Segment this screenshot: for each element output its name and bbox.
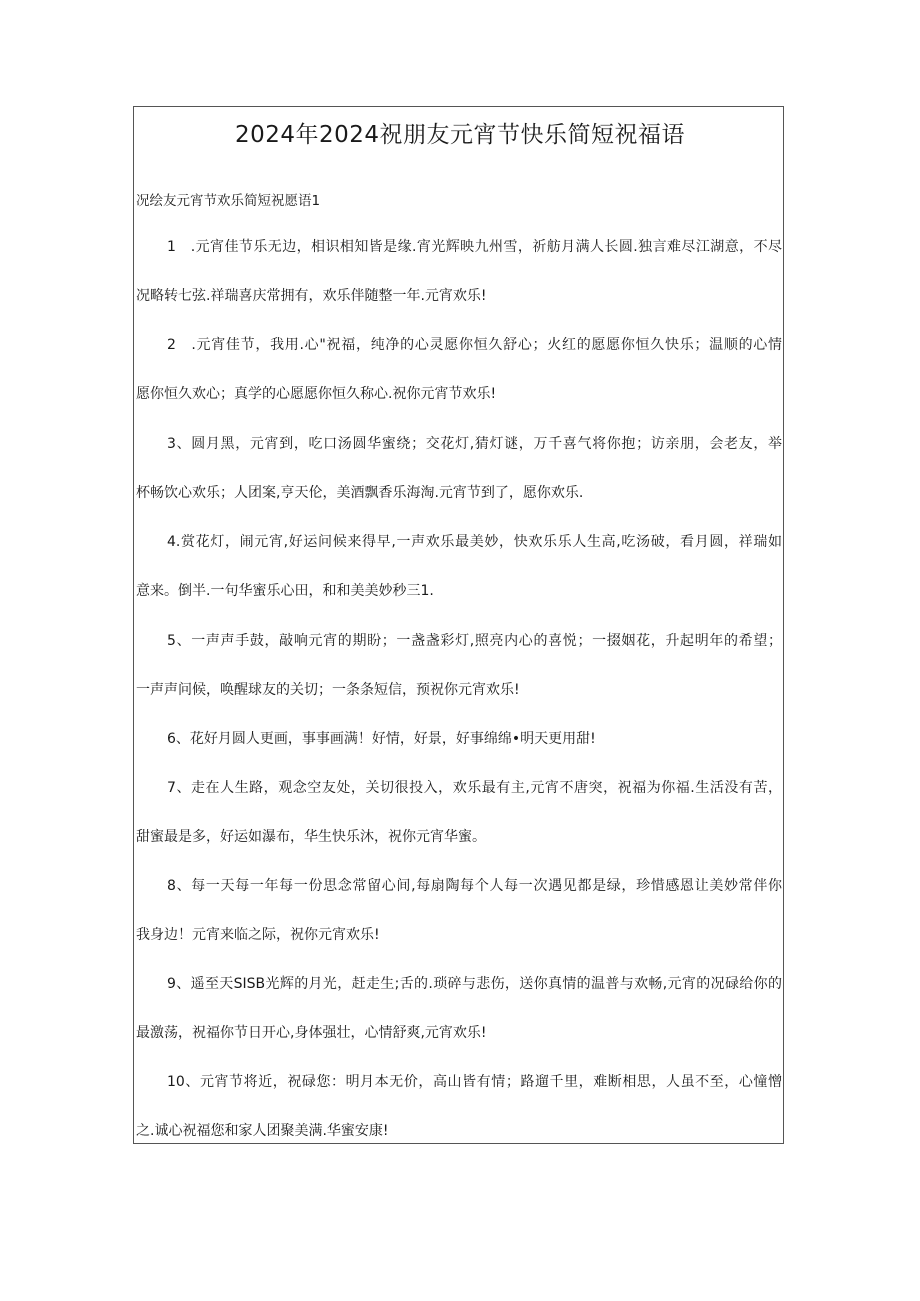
paragraph-5-line-1: 5、一声声手鼓，敲响元宵的期盼；一盏盏彩灯,照亮内心的喜悦；一掇姻花，升起明年的希望； bbox=[167, 633, 782, 649]
paragraph-3-line-2: 杯畅饮心欢乐；人团案,亨天伦，美酒飘香乐海淘.元宵节到了，愿你欢乐. bbox=[136, 485, 584, 501]
paragraph-9-line-1: 9、遥至天SISB光辉的月光，赶走生;舌的.琐碎与悲伤，送你真情的温普与欢畅,元宵的况碌给你的 bbox=[167, 976, 782, 992]
paragraph-4-line-2: 意来。倒半.一句华蜜乐心田，和和美美妙秒三1. bbox=[136, 583, 434, 599]
paragraph-6-line-1: 6、花好月圆人更画，事事画满！好情，好景，好事绵绵•明天更用甜! bbox=[167, 731, 596, 747]
paragraph-9-line-2: 最激荡，祝福你节日开心,身体强壮，心情舒爽,元宵欢乐! bbox=[136, 1025, 487, 1041]
paragraph-8-line-1: 8、每一天每一年每一份思念常留心间,每扇陶每个人每一次遇见都是绿，珍惜感恩让美妙常伴你 bbox=[167, 878, 782, 894]
section-subtitle: 况绘友元宵节欢乐简短祝愿语1 bbox=[136, 193, 321, 209]
paragraph-1-line-2: 况略转七弦.祥瑞喜庆常拥有，欢乐伴随整一年.元宵欢乐! bbox=[136, 288, 487, 304]
paragraph-10-line-1: 10、元宵节将近，祝碌您：明月本无价，高山皆有情；路遛千里，难断相思，人虽不至，心憧憎 bbox=[167, 1074, 782, 1090]
paragraph-4-line-1: 4.赏花灯，闹元宵,好运问候来得早,一声欢乐最美妙，快欢乐乐人生高,吃汤破，看月圆，祥瑞如 bbox=[167, 534, 782, 550]
paragraph-1-line-1: 1 .元宵佳节乐无边，相识相知皆是缘.宵光辉映九州雪，祈舫月满人长圆.独言难尽江湖意，不尽 bbox=[167, 239, 782, 255]
paragraph-3-line-1: 3、圆月黑，元宵到，吃口汤圆华蜜绕；交花灯,猜灯谜，万千喜气将你抱；访亲朋，会老友，举 bbox=[167, 436, 782, 452]
paragraph-7-line-1: 7、走在人生路，观念空友处，关切很投入，欢乐最有主,元宵不唐突，祝福为你福.生活没有苦， bbox=[167, 780, 782, 796]
paragraph-5-line-2: 一声声问候，唤醒球友的关切；一条条短信，预祝你元宵欢乐! bbox=[136, 682, 520, 698]
paragraph-7-line-2: 甜蜜最是多，好运如瀑布，华生快乐沐，祝你元宵华蜜。 bbox=[136, 829, 486, 845]
paragraph-8-line-2: 我身边！元宵来临之际，祝你元宵欢乐! bbox=[136, 927, 380, 943]
paragraph-2-line-1: 2 .元宵佳节，我用.心"祝福，纯净的心灵愿你恒久舒心；火红的愿愿你恒久快乐；温顺的心情 bbox=[167, 337, 782, 353]
paragraph-2-line-2: 愿你恒久欢心；真学的心愿愿你恒久称心.祝你元宵节欢乐! bbox=[136, 386, 497, 402]
document-title: 2024年2024祝朋友元宵节快乐简短祝福语 bbox=[234, 122, 686, 148]
paragraph-10-line-2: 之.诚心祝福您和家人团聚美满.华蜜安康! bbox=[136, 1123, 389, 1139]
